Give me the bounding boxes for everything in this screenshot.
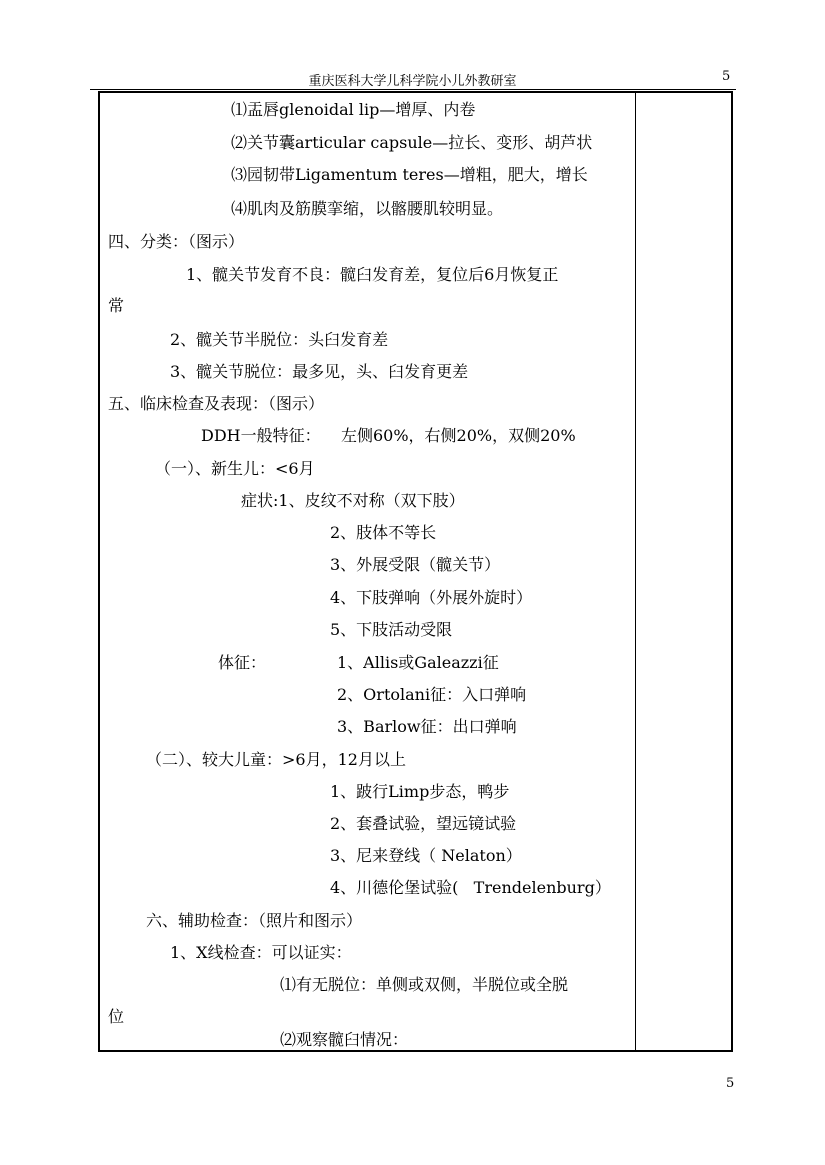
page-footer-number: 5 [726,1076,735,1091]
text-line: 1、跛行Limp步态，鸭步 [330,782,510,801]
text-line: 常 [108,296,125,315]
text-line: 3、尼来登线（ Nelaton） [330,846,522,865]
text-line: 1、Allis或Galeazzi征 [337,653,499,672]
section-heading: 六、辅助检查：（照片和图示） [146,911,363,930]
text-line: 2、髋关节半脱位：头臼发育差 [170,330,389,349]
text-line: 位 [108,1007,125,1026]
text-line: 2、Ortolani征：入口弹响 [337,685,527,704]
text-line: 症状:1、皮纹不对称（双下肢） [241,491,465,510]
text-line: DDH一般特征： 左侧60%，右侧20%，双侧20% [201,426,576,445]
text-line: ⑴盂唇glenoidal lip—增厚、内卷 [231,100,476,119]
text-line: 5、下肢活动受限 [330,620,453,639]
text-line: 3、髋关节脱位：最多见，头、臼发育更差 [170,362,469,381]
text-line: ⑶园韧带Ligamentum teres—增粗，肥大，增长 [231,165,588,184]
page-header-number: 5 [722,69,731,84]
text-line: 4、川德伦堡试验( Trendelenburg） [330,878,611,897]
text-line: 1、髋关节发育不良：髋臼发育差，复位后6月恢复正 [186,265,559,284]
page-header-title: 重庆医科大学儿科学院小儿外教研室 [308,74,517,89]
text-line: 2、套叠试验，望远镜试验 [330,814,517,833]
header-rule [90,89,736,90]
text-line: ⑷肌肉及筋膜挛缩，以髂腰肌较明显。 [231,199,504,218]
text-line: 3、外展受限（髋关节） [330,555,501,574]
text-line: 体征： [218,653,267,672]
text-line: 2、肢体不等长 [330,523,437,542]
section-heading: 五、临床检查及表现：（图示） [108,394,325,413]
text-line: 3、Barlow征：出口弹响 [337,717,517,736]
table-column-divider [635,91,636,1052]
text-line: 4、下肢弹响（外展外旋时） [330,588,533,607]
text-line: ⑵观察髋臼情况： [280,1030,409,1049]
subsection-heading: （一）、新生儿：<6月 [155,459,315,478]
subsection-heading: （二）、较大儿童：>6月，12月以上 [146,750,406,769]
text-line: 1、X线检查：可以证实： [170,943,352,962]
section-heading: 四、分类：（图示） [108,232,245,251]
text-line: ⑴有无脱位：单侧或双侧，半脱位或全脱 [280,975,569,994]
text-line: ⑵关节囊articular capsule—拉长、变形、胡芦状 [231,133,593,152]
